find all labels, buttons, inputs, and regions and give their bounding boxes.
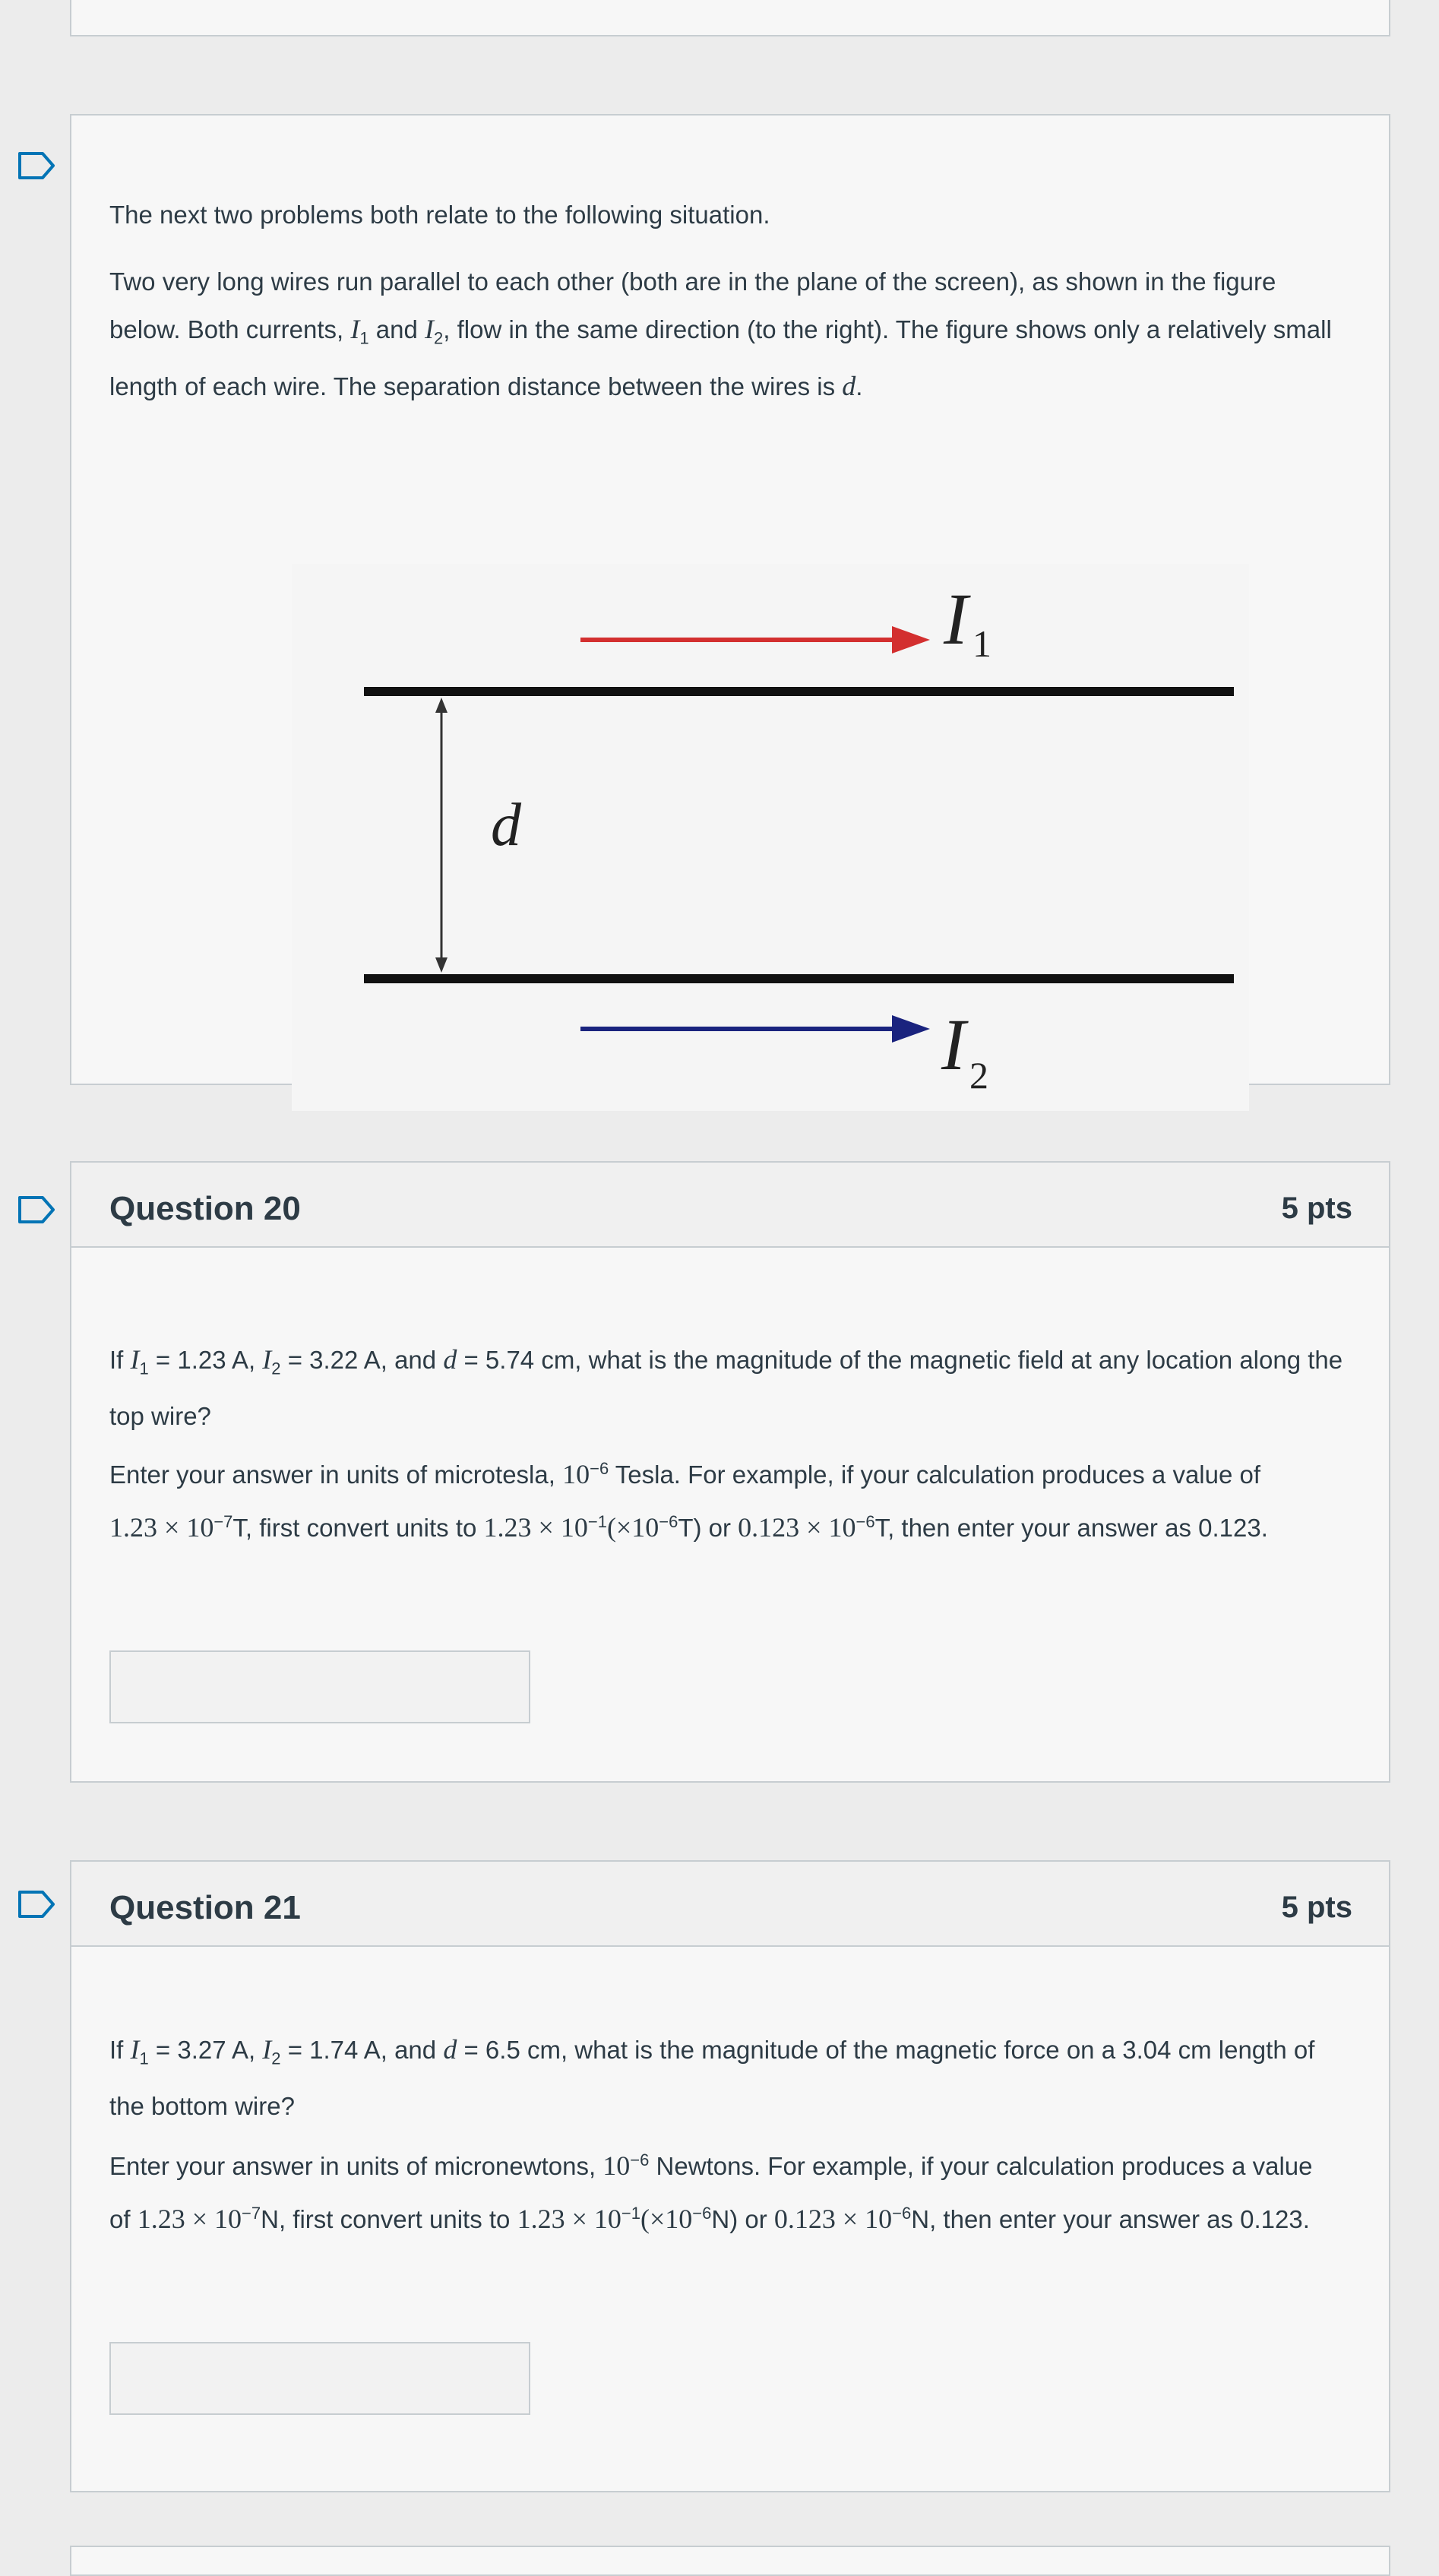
intro-description: Two very long wires run parallel to each other (both are in the plane of the screen), as shown in the figure below. Both currents, $I_1$ and $I_2$, flow in the same direction (to the right). The figure shows only a relatively small length of each wire. The separation distance between the wires is d. <box>109 267 1332 401</box>
bookmark-flag-icon[interactable] <box>17 150 56 181</box>
question-title: Question 21 <box>109 1889 301 1926</box>
question-21-header <box>71 1862 1389 1947</box>
current-label-i2-sub: 2 <box>969 1054 988 1097</box>
bookmark-flag-icon[interactable] <box>17 1195 56 1225</box>
question-title: Question 20 <box>109 1190 301 1227</box>
question-points: 5 pts <box>1281 1191 1352 1225</box>
question-20-header <box>71 1163 1389 1248</box>
current-label-i2: I <box>941 1004 966 1085</box>
next-card <box>70 2546 1390 2576</box>
intro-card <box>70 114 1390 1097</box>
parallel-wires-figure <box>292 564 1249 1111</box>
bookmark-flag-icon[interactable] <box>17 1889 56 1919</box>
question-21-instructions: Enter your answer in units of micronewtons, $10^{-6}$ Newtons. For example, if your calculation produces a value of $1.23 \times 10^{-7}N$, first convert units to $1.23 \times 10^{-1}(\times 10^{-6}N)$ or $0.123 \times 10^{-6}N$, then enter your answer as 0.123. <box>109 2150 1313 2234</box>
question-20-instructions: Enter your answer in units of microtesla, $10^{-6}$ Tesla. For example, if your calculation produces a value of $1.23 \times 10^{-7}T$, first convert units to $1.23 \times 10^{-1}(\times 10^{-6}T)$ or $0.123 \times 10^{-6}T$, then enter your answer as 0.123. <box>109 1459 1268 1543</box>
answer-input[interactable] <box>109 1650 530 1723</box>
question-21-prompt: If $I_1 = 3.27$ A, $I_2 = 1.74$ A, and d = 6.5 cm, what is the magnitude of the magnetic force on a 3.04 cm length of the bottom wire? <box>109 2034 1315 2120</box>
distance-label: d <box>491 792 521 859</box>
question-points: 5 pts <box>1281 1891 1352 1924</box>
current-label-i1-sub: 1 <box>973 622 991 665</box>
question-21-card <box>70 1860 1390 2492</box>
previous-card <box>70 0 1390 36</box>
question-20-prompt: If $I_1 = 1.23$ A, $I_2 = 3.22$ A, and d = 5.74 cm, what is the magnitude of the magnetic field at any location along the top wire? <box>109 1344 1343 1430</box>
question-20-card <box>70 1161 1390 1783</box>
answer-input[interactable] <box>109 2342 530 2415</box>
intro-heading: The next two problems both relate to the following situation. <box>109 201 770 229</box>
current-label-i1: I <box>944 578 968 660</box>
